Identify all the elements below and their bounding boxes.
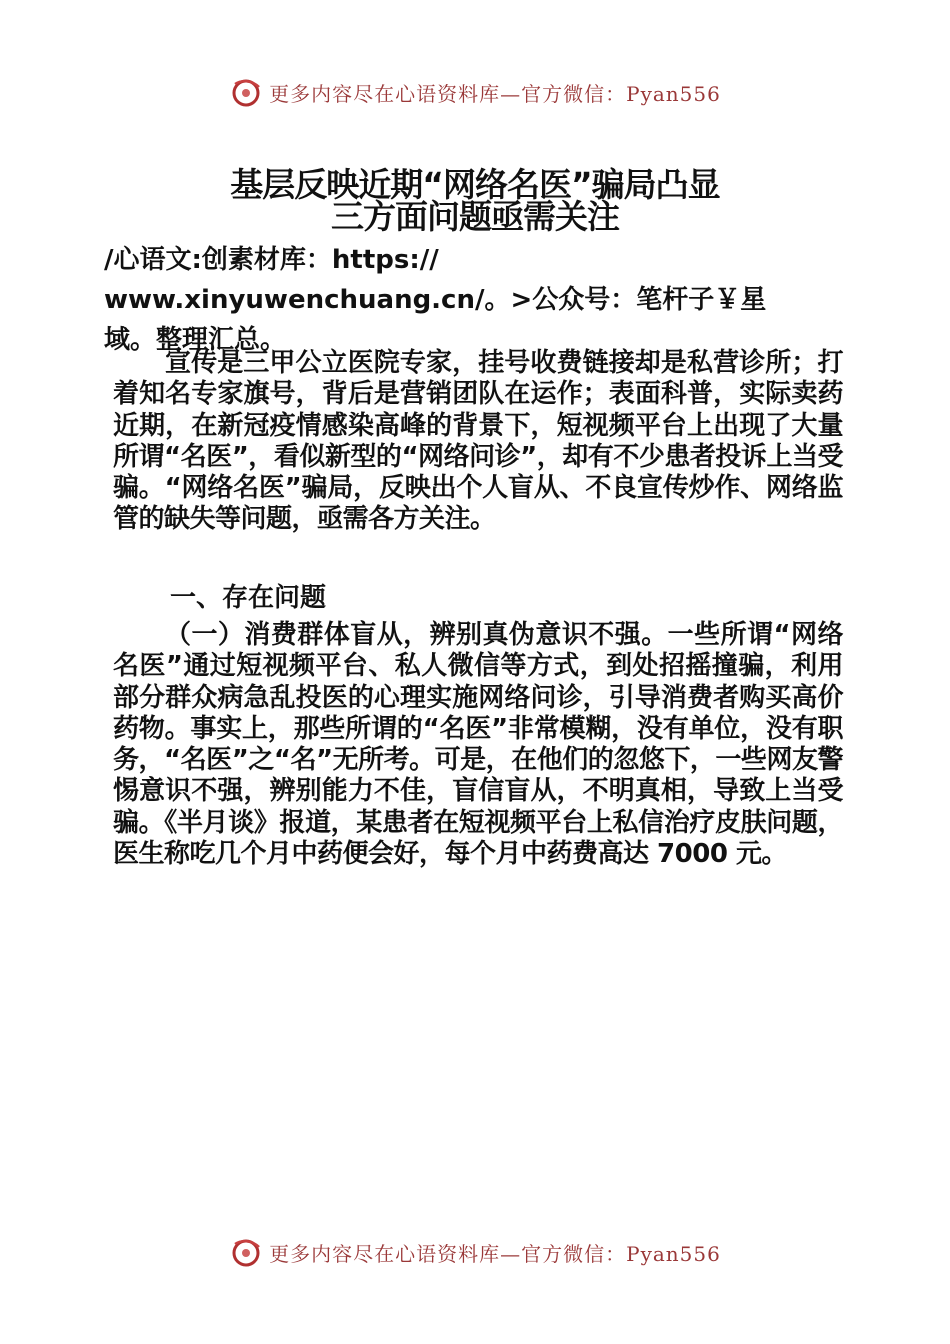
source-note-line1: /心语文:创素材库：https:// — [104, 245, 439, 275]
red-ring-logo-icon — [229, 75, 263, 109]
source-note-line2: www.xinyuwenchuang.cn/。>公众号：笔杆子￥星 — [104, 285, 767, 315]
header-watermark — [0, 72, 950, 112]
document-title-line1: 基层反映近期“网络名医”骗局凸显 — [230, 165, 720, 204]
footer-watermark-text: 更多内容尽在心语资料库—官方微信：Pyan556 — [269, 1241, 721, 1266]
source-note — [104, 240, 844, 360]
source-note-line3: 域。整理汇总。 — [104, 325, 287, 355]
red-ring-logo-icon — [229, 1235, 263, 1269]
document-title-line2: 三方面问题亟需关注 — [331, 197, 619, 236]
footer-watermark — [0, 1232, 950, 1272]
section-paragraph: （一）消费群体盲从，辨别真伪意识不强。一些所谓“网络名医”通过短视频平台、私人微信等方式，到处招摇撞骗，利用部分群众病急乱投医的心理实施网络问诊，引导消费者购买高价药物。事实上，那些所谓的“名医”非常模糊，没有单位，没有职务，“名医”之“名”无所考。可是，在他们的忽悠下，一些网友警惕意识不强，辨别能力不佳，盲信盲从，不明真相，导致上当受骗。《半月谈》报道，某患者在短视频平台上私信治疗皮肤问题，医生称吃几个月中药便会好，每个月中药费高达 7000 元。 — [113, 620, 843, 870]
intro-paragraph: 宣传是三甲公立医院专家，挂号收费链接却是私营诊所；打着知名专家旗号，背后是营销团队在运作；表面科普，实际卖药 近期，在新冠疫情感染高峰的背景下，短视频平台上出现了大量所谓“名医”，看似新型的“网络问诊”，却有不少患者投诉上当受骗。“网络名医”骗局，反映出个人盲从、不良宣传炒作、网络监管的缺失等问题，亟需各方关注。 — [113, 348, 843, 535]
header-watermark-text: 更多内容尽在心语资料库—官方微信：Pyan556 — [269, 81, 721, 106]
section-heading: 一、存在问题 — [170, 583, 327, 613]
